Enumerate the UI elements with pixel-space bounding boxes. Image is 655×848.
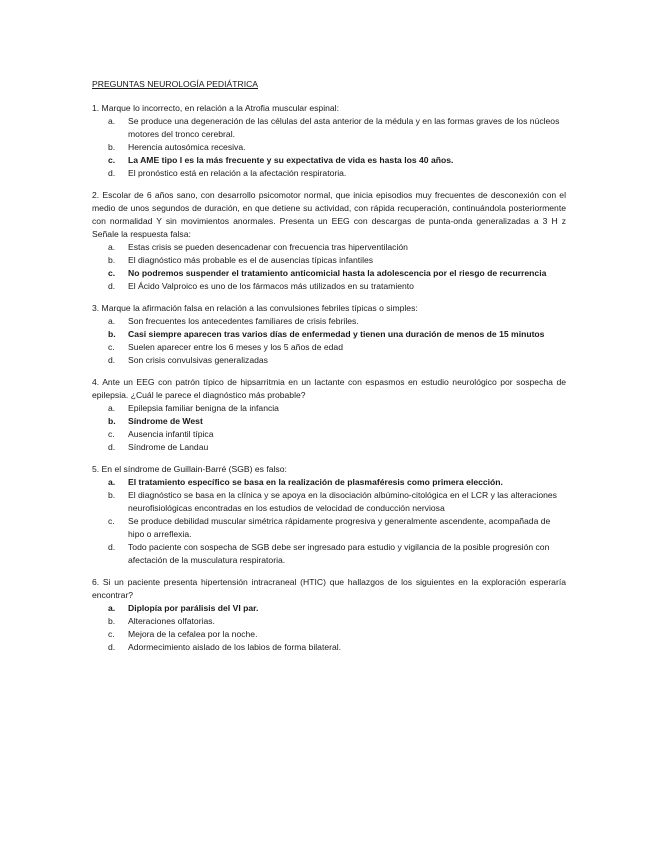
option-text: Alteraciones olfatorias. bbox=[128, 616, 215, 626]
option-a bbox=[92, 476, 566, 489]
question-stem: 2. Escolar de 6 años sano, con desarrollo psicomotor normal, que inicia episodios muy frecuentes de desconexión con el medio de unos segundos de duración, en que detiene su actividad, con rápida recuperación, continuándola posteriormente con normalidad Y sin movimientos anormales. Presenta un EEG con descargas de punta-onda generalizadas a 3 H z Señale la respuesta falsa: bbox=[92, 190, 566, 239]
option-text: El diagnóstico se basa en la clínica y se apoya en la disociación albúmino-citológica en el LCR y las alteraciones neurofisiológicas encontradas en los estudios de velocidad de conducción nerviosa bbox=[128, 490, 557, 513]
option-list bbox=[92, 476, 566, 567]
question-4 bbox=[92, 376, 566, 454]
option-text: Diplopía por parálisis del VI par. bbox=[128, 603, 259, 613]
option-letter: d. bbox=[108, 355, 116, 365]
option-a bbox=[92, 315, 566, 328]
option-text: El diagnóstico más probable es el de ausencias típicas infantiles bbox=[128, 255, 374, 265]
option-letter: a. bbox=[108, 116, 116, 126]
option-text: Herencia autosómica recesiva. bbox=[128, 142, 246, 152]
option-text: Adormecimiento aislado de los labios de forma bilateral. bbox=[128, 642, 342, 652]
question-3 bbox=[92, 302, 566, 367]
option-text: Todo paciente con sospecha de SGB debe ser ingresado para estudio y vigilancia de la posible progresión con afectación de la musculatura respiratoria. bbox=[128, 542, 550, 565]
option-c bbox=[92, 267, 566, 280]
option-text: El tratamiento específico se basa en la realización de plasmaféresis como primera elección. bbox=[128, 477, 503, 487]
option-letter: d. bbox=[108, 542, 116, 552]
option-a bbox=[92, 602, 566, 615]
option-text: Son crisis convulsivas generalizadas bbox=[128, 355, 268, 365]
option-c bbox=[92, 628, 566, 641]
option-list bbox=[92, 315, 566, 367]
option-text: Epilepsia familiar benigna de la infancia bbox=[128, 403, 279, 413]
option-b bbox=[92, 615, 566, 628]
option-letter: d. bbox=[108, 281, 116, 291]
option-d bbox=[92, 354, 566, 367]
question-stem: 1. Marque lo incorrecto, en relación a la Atrofia muscular espinal: bbox=[92, 103, 339, 113]
option-d bbox=[92, 441, 566, 454]
question-5 bbox=[92, 463, 566, 567]
option-d bbox=[92, 641, 566, 654]
option-letter: b. bbox=[108, 329, 116, 339]
option-letter: a. bbox=[108, 477, 116, 487]
option-text: Son frecuentes los antecedentes familiares de crisis febriles. bbox=[128, 316, 359, 326]
option-letter: a. bbox=[108, 242, 116, 252]
option-letter: b. bbox=[108, 416, 116, 426]
option-c bbox=[92, 428, 566, 441]
option-letter: a. bbox=[108, 403, 116, 413]
question-1 bbox=[92, 102, 566, 180]
option-letter: b. bbox=[108, 490, 116, 500]
option-letter: c. bbox=[108, 629, 115, 639]
option-list bbox=[92, 241, 566, 293]
option-c bbox=[92, 341, 566, 354]
option-text: El Ácido Valproico es uno de los fármacos más utilizados en su tratamiento bbox=[128, 281, 414, 291]
option-letter: a. bbox=[108, 316, 116, 326]
option-text: Síndrome de Landau bbox=[128, 442, 209, 452]
option-letter: c. bbox=[108, 516, 115, 526]
question-6 bbox=[92, 576, 566, 654]
option-text: Ausencia infantil típica bbox=[128, 429, 214, 439]
option-d bbox=[92, 541, 566, 567]
option-c bbox=[92, 154, 566, 167]
document-page bbox=[92, 78, 566, 663]
option-text: Síndrome de West bbox=[128, 416, 203, 426]
option-text: La AME tipo I es la más frecuente y su expectativa de vida es hasta los 40 años. bbox=[128, 155, 454, 165]
question-stem: 3. Marque la afirmación falsa en relación a las convulsiones febriles típicas o simples: bbox=[92, 303, 418, 313]
option-text: El pronóstico está en relación a la afectación respiratoria. bbox=[128, 168, 347, 178]
option-letter: c. bbox=[108, 429, 115, 439]
option-b bbox=[92, 141, 566, 154]
option-letter: d. bbox=[108, 168, 116, 178]
option-b bbox=[92, 415, 566, 428]
option-letter: c. bbox=[108, 155, 116, 165]
option-text: Casi siempre aparecen tras varios días de enfermedad y tienen una duración de menos de 15 minutos bbox=[128, 329, 545, 339]
option-letter: a. bbox=[108, 603, 116, 613]
question-stem: 5. En el síndrome de Guillain-Barré (SGB) es falso: bbox=[92, 464, 287, 474]
option-text: Se produce debilidad muscular simétrica rápidamente progresiva y generalmente ascendente, acompañada de hipo o arreflexia. bbox=[128, 516, 551, 539]
option-c bbox=[92, 515, 566, 541]
option-a bbox=[92, 402, 566, 415]
option-text: Se produce una degeneración de las células del asta anterior de la médula y en las formas graves de los núcleos motores del tronco cerebral. bbox=[128, 116, 560, 139]
question-stem: 6. Si un paciente presenta hipertensión intracraneal (HTIC) que hallazgos de los siguientes en la exploración esperaría encontrar? bbox=[92, 577, 566, 600]
option-text: Mejora de la cefalea por la noche. bbox=[128, 629, 258, 639]
option-a bbox=[92, 115, 566, 141]
option-b bbox=[92, 328, 566, 341]
option-letter: b. bbox=[108, 255, 116, 265]
option-list bbox=[92, 115, 566, 180]
option-d bbox=[92, 280, 566, 293]
option-a bbox=[92, 241, 566, 254]
option-list bbox=[92, 602, 566, 654]
question-2 bbox=[92, 189, 566, 293]
option-letter: d. bbox=[108, 442, 116, 452]
option-b bbox=[92, 254, 566, 267]
option-letter: d. bbox=[108, 642, 116, 652]
option-list bbox=[92, 402, 566, 454]
option-text: Estas crisis se pueden desencadenar con frecuencia tras hiperventilación bbox=[128, 242, 408, 252]
option-letter: c. bbox=[108, 342, 115, 352]
option-b bbox=[92, 489, 566, 515]
option-text: No podremos suspender el tratamiento anticomicial hasta la adolescencia por el riesgo de recurrencia bbox=[128, 268, 547, 278]
option-text: Suelen aparecer entre los 6 meses y los 5 años de edad bbox=[128, 342, 343, 352]
option-letter: b. bbox=[108, 616, 116, 626]
option-letter: c. bbox=[108, 268, 116, 278]
question-list bbox=[92, 102, 566, 654]
document-title: PREGUNTAS NEUROLOGÍA PEDIÁTRICA bbox=[92, 79, 259, 89]
question-stem: 4. Ante un EEG con patrón típico de hipsarritmia en un lactante con espasmos en estudio neurológico por sospecha de epilepsia. ¿Cuál le parece el diagnóstico más probable? bbox=[92, 377, 566, 400]
option-letter: b. bbox=[108, 142, 116, 152]
option-d bbox=[92, 167, 566, 180]
